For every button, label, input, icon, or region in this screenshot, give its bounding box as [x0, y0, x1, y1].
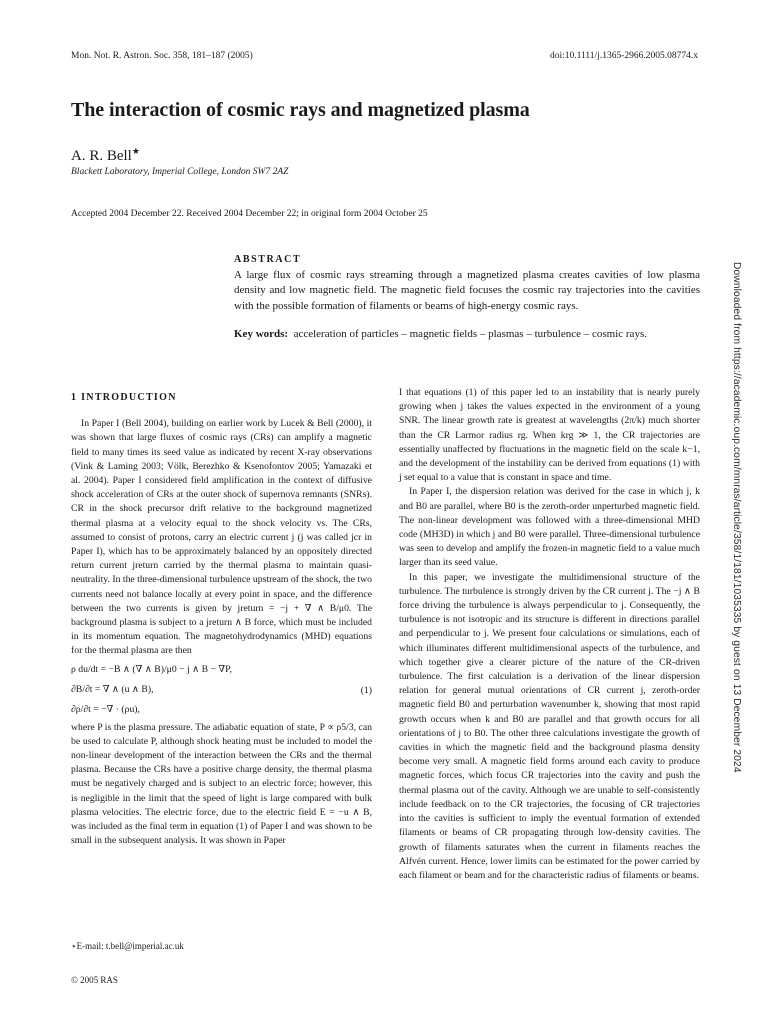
right-column	[399, 386, 700, 883]
copyright: © 2005 RAS	[71, 975, 118, 985]
equation-continuity: ∂ρ/∂t = −∇ · (ρu),	[71, 703, 140, 715]
journal-reference: Mon. Not. R. Astron. Soc. 358, 181–187 (2005)	[71, 51, 253, 61]
author-name: A. R. Bell	[71, 148, 132, 164]
paragraph-intro-2: where P is the plasma pressure. The adiabatic equation of state, P ∝ ρ5/3, can be used to calculate P, although shock heating must be included to model the non-linear development of the interaction between the CRs and the thermal plasma. Because the CRs have a positive charge density, the thermal plasma must be negatively charged and is subject to an electric force; however, this is negligible in the limit that the speed of light is large compared with bulk plasma velocities. The electric force, due to the electric field E = −u ∧ B, was included as the final term in equation (1) of Paper I and was shown to be small in the subsequent analysis. It was shown in Paper	[71, 721, 372, 847]
submission-dates: Accepted 2004 December 22. Received 2004 December 22; in original form 2004 October 25	[71, 209, 428, 219]
author-line	[71, 146, 140, 165]
section-heading: 1 INTRODUCTION	[71, 392, 177, 403]
equation-induction: ∂B/∂t = ∇ ∧ (u ∧ B),	[71, 683, 154, 695]
equation-block	[71, 663, 372, 719]
keywords-list: acceleration of particles – magnetic fields – plasmas – turbulence – cosmic rays.	[293, 328, 647, 341]
paragraph-intro-1: In Paper I (Bell 2004), building on earlier work by Lucek & Bell (2000), it was shown that large fluxes of cosmic rays (CRs) can amplify a magnetic field to many times its seed value as indicated by recent X-ray observations (Vink & Laming 2003; Völk, Berezhko & Ksenofontov 2005; Yamazaki et al. 2004). Paper I considered field amplification in the context of diffusive shock acceleration of CRs at the outer shock of supernova remnants (SNRs). CR in the shock precursor drift relative to the background magnetized thermal plasma at a velocity equal to the shock velocity vs. The CRs, assumed to consist of protons, carry an electric current j (j was called jcr in Paper I), which has to be approximately balanced by an oppositely directed return current jreturn carried by the thermal plasma to maintain quasi-neutrality. In the three-dimensional turbulence upstream of the shock, the two currents need not balance locally at every point in space, and the difference between the two currents is given by jreturn = −j + ∇ ∧ B/μ0. The background plasma is subject to a jreturn ∧ B force, which must be included in its momentum equation. The magnetohydrodynamics (MHD) equations for the thermal plasma are then	[71, 418, 372, 657]
paper-title: The interaction of cosmic rays and magnetized plasma	[71, 99, 530, 121]
abstract-block	[234, 254, 700, 342]
paragraph-intro-5: In this paper, we investigate the multidimensional structure of the turbulence. The turbulence is strongly driven by the CR current j. The −j ∧ B force driving the turbulence is always perpendicular to j. Consequently, the turbulence is not isotropic and its structure is different in directions parallel and perpendicular to j. We present four calculations or simulations, each of which illuminates different multidimensional aspects of the turbulence, and which together give a clearer picture of the nature of the CR-driven turbulence. The first calculation is a derivation of the linear dispersion relation for general mutual orientations of CR current j, zeroth-order magnetic field B0 and perturbation wavenumber k, showing that most rapid growth occurs when k and B0 are parallel and that growth occurs for all orientations of j to B0. The other three calculations investigate the growth of cavities in which the magnetic field and the background plasma density become very small. A magnetic field forms around each cavity to produce magnetic forces, which focus CR trajectories into the cavity and push the thermal plasma out of the cavity. Although we are unable to self-consistently include feedback on to the CR trajectories, the focusing of CR trajectories into the cavities is sufficient to imply the eventual formation of extended filaments or beams of CR propagating through low-density cavities. The growth of filaments saturates when the current in filaments reaches the Alfvén current. Hence, lower limits can be estimated for the power carried by each filament or beam and for the characteristic radius of filaments or beams.	[399, 571, 700, 881]
abstract-text: A large flux of cosmic rays streaming through a magnetized plasma creates cavities of low plasma density and low magnetic field. The magnetic field focuses the cosmic ray trajectories into the cavities with the possible formation of filaments or beams of high-energy cosmic rays.	[234, 269, 700, 312]
keywords-label: Key words:	[234, 328, 289, 341]
doi-link[interactable]: doi:10.1111/j.1365-2966.2005.08774.x	[549, 51, 698, 61]
equation-momentum: ρ du/dt = −B ∧ (∇ ∧ B)/μ0 − j ∧ B − ∇P,	[71, 663, 232, 675]
keywords-line	[234, 327, 700, 342]
paragraph-intro-3: I that equations (1) of this paper led to an instability that is nearly purely growing when j takes the values expected in the environment of a young SNR. The linear growth rate is greatest at wavelengths (2π/k) much shorter than the CR Larmor radius rg. When krg ≫ 1, the CR trajectories are essentially unaffected by fluctuations in the magnetic field on the scale k−1, and the development of the instability can be derived from equations (1) with j set equal to a value that is constant in space and time.	[399, 387, 700, 484]
affiliation: Blackett Laboratory, Imperial College, London SW7 2AZ	[71, 167, 289, 177]
download-note-text: Downloaded from https://academic.oup.com/mnras/article/358/1/181/1035335 by guest on 13 December 2024	[731, 262, 742, 773]
paragraph-intro-4: In Paper I, the dispersion relation was derived for the case in which j, k and B0 are parallel, where B0 is the zeroth-order unperturbed magnetic field. The non-linear development was followed with a three-dimensional MHD code (MH3D) in which j and B0 were parallel. Three-dimensional turbulence was seen to develop and amplify the frozen-in magnetic field to a value much larger than its seed value.	[399, 486, 701, 569]
left-column	[71, 391, 372, 848]
abstract-heading: ABSTRACT	[234, 254, 302, 265]
author-footnote-mark: ★	[131, 146, 140, 156]
footnote-email: ⋆E-mail: t.bell@imperial.ac.uk	[71, 941, 184, 951]
equation-number: (1)	[360, 684, 372, 696]
